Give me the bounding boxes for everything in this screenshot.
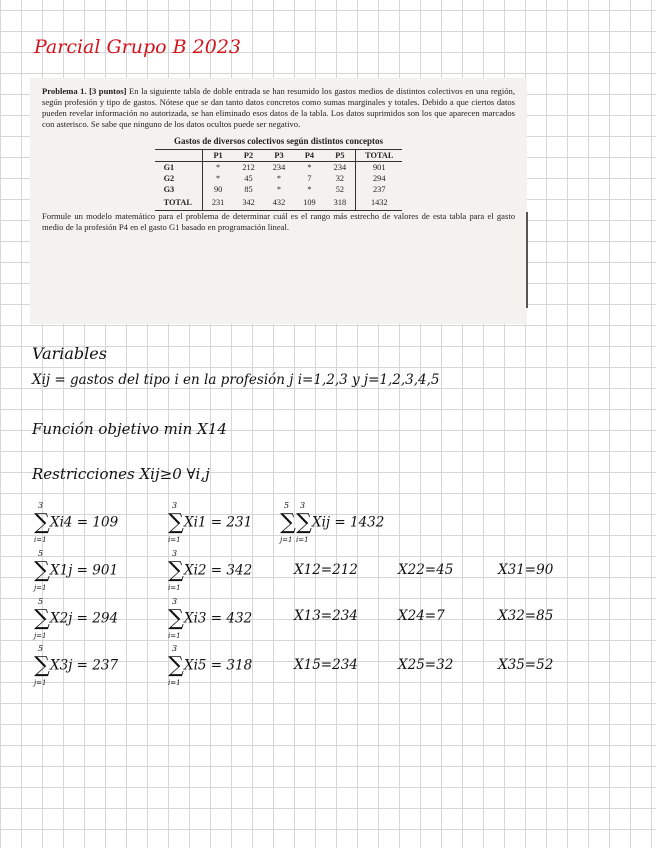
table-caption: Gastos de diversos colectivos según distintos conceptos [174, 136, 383, 146]
table-row [155, 173, 403, 184]
table-cell: 901 [356, 162, 403, 174]
problem-task: Formule un modelo matemático para el problema de determinar cuál es el rango más estrecho de valores de esta tabla para el gasto medio de la profesión P4 en el gasto G1 basado en programación lineal. [42, 211, 515, 232]
table-cell: 234 [333, 163, 347, 172]
problem-text: En la siguiente tabla de doble entrada se han resumido los gastos medios de distintos colectivos en una región, según profesión y tipo de gastos. Nótese que se dan tanto datos concretos como sumas marginales y totales. Debido a que ciertos datos pueden revelar información no autorizada, se han eliminado esos datos de la tabla. Los datos suprimidos son los que aparecen marcados con asterisco. Se sabe que ninguno de los datos ocultos puede ser negativo. [42, 86, 515, 129]
table-cell: 231 [202, 195, 233, 211]
header-cell: P2 [233, 150, 263, 162]
table-cell: 52 [335, 185, 345, 194]
value-constraint: X12=212 [294, 562, 358, 578]
header-cell: TOTAL [356, 150, 403, 162]
sigma-symbol: ∑ 3 i=1 [296, 501, 312, 544]
table-cell: 32 [335, 174, 345, 183]
table-cell: 90 [202, 184, 233, 195]
sigma-symbol: ∑ 3 i=1 [168, 549, 184, 592]
header-cell: P4 [294, 150, 324, 162]
table-cell: * [202, 173, 233, 184]
table-cell: 342 [233, 195, 263, 211]
header-cell: P5 [325, 150, 356, 162]
table-cell: TOTAL [155, 195, 203, 211]
sum-constraint: ∑ 5 j=1 X1j = 901 [34, 549, 119, 592]
table-cell: 212 [242, 163, 255, 172]
table-cell: * [276, 185, 282, 194]
value-constraint: X13=234 [294, 608, 358, 624]
sigma-symbol: ∑ 5 j=1 [280, 501, 296, 544]
sigma-symbol: ∑ 3 i=1 [168, 644, 184, 687]
problem-intro [42, 86, 515, 130]
header-cell: P3 [264, 150, 294, 162]
value-constraint: X32=85 [498, 608, 554, 624]
value-constraint: X25=32 [398, 657, 454, 673]
sum-constraint: ∑ 3 i=1 Xi4 = 109 [34, 501, 119, 544]
table-cell: 109 [294, 195, 324, 211]
table-cell: G3 [163, 185, 175, 194]
table-header-row [155, 150, 403, 162]
table-cell: 7 [307, 174, 312, 183]
table-cell: 294 [356, 173, 403, 184]
value-constraint: X31=90 [498, 562, 554, 578]
table-row [155, 162, 403, 174]
value-constraint: X24=7 [398, 608, 445, 624]
sigma-symbol: ∑ 5 j=1 [34, 597, 50, 640]
header-cell [155, 150, 203, 162]
sigma-symbol: ∑ 3 i=1 [168, 597, 184, 640]
problem-statement-image [30, 78, 527, 324]
expenses-table [155, 149, 403, 211]
sum-constraint: ∑ 3 i=1 Xi1 = 231 [168, 501, 253, 544]
variables-heading: Variables [32, 344, 107, 363]
table-cell: 85 [244, 185, 253, 194]
table-cell: * [276, 174, 282, 183]
value-constraint: X35=52 [498, 657, 554, 673]
sigma-symbol: ∑ 5 j=1 [34, 549, 50, 592]
value-constraint: X22=45 [398, 562, 454, 578]
table-cell: 237 [356, 184, 403, 195]
table-cell: G1 [163, 163, 175, 172]
page-title: Parcial Grupo B 2023 [34, 36, 241, 58]
table-cell: 318 [325, 195, 356, 211]
sigma-symbol: ∑ 3 i=1 [34, 501, 50, 544]
sum-constraint: ∑ 3 i=1 Xi2 = 342 [168, 549, 253, 592]
table-cell: * [307, 185, 312, 194]
header-cell: P1 [202, 150, 233, 162]
objective-function: Función objetivo min X14 [32, 420, 227, 438]
table-cell: 234 [272, 163, 286, 172]
sum-constraint: ∑ 5 j=1 X2j = 294 [34, 597, 119, 640]
sigma-symbol: ∑ 5 j=1 [34, 644, 50, 687]
value-constraint: X15=234 [294, 657, 358, 673]
table-cell: 1432 [356, 195, 403, 211]
table-cell: 45 [244, 174, 253, 183]
table-cell: G2 [163, 174, 175, 183]
sum-constraint-double: ∑ 5 j=1 ∑ 3 i=1 Xij = 1432 [280, 501, 385, 544]
table-row [155, 184, 403, 195]
sum-constraint: ∑ 5 j=1 X3j = 237 [34, 644, 119, 687]
vertical-divider [526, 212, 528, 308]
table-cell: * [202, 162, 233, 174]
table-cell: * [307, 163, 312, 172]
sum-constraint: ∑ 3 i=1 Xi5 = 318 [168, 644, 253, 687]
table-total-row [155, 195, 403, 211]
sigma-symbol: ∑ 3 i=1 [168, 501, 184, 544]
problem-lead: Problema 1. [3 puntos] [42, 86, 127, 96]
constraints-heading: Restricciones Xij≥0 ∀i,j [32, 465, 210, 483]
sum-constraint: ∑ 3 i=1 Xi3 = 432 [168, 597, 253, 640]
variables-definition: Xij = gastos del tipo i en la profesión j i=1,2,3 y j=1,2,3,4,5 [32, 372, 440, 388]
table-cell: 432 [264, 195, 294, 211]
